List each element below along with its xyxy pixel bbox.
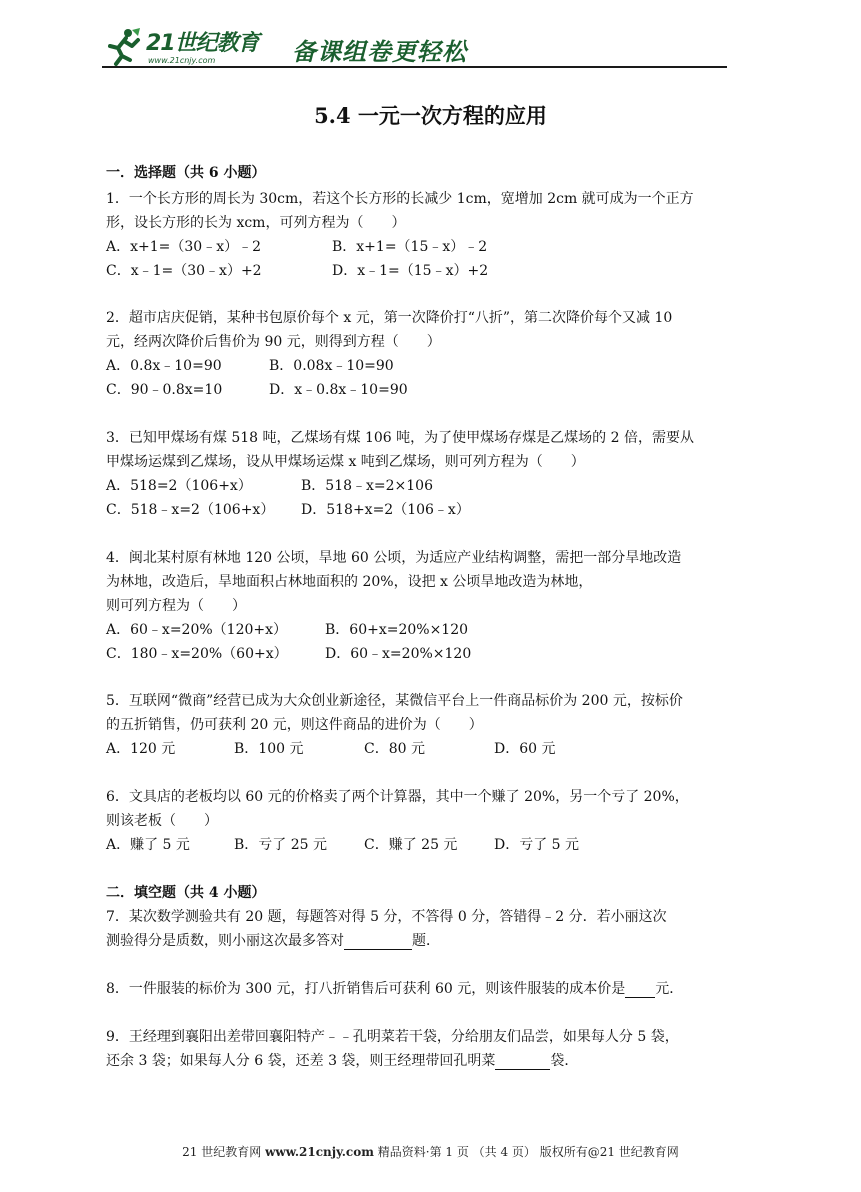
question-8-answer-blank[interactable] bbox=[625, 983, 655, 998]
section-heading-choice: 一．选择题（共 6 小题） bbox=[106, 165, 266, 181]
question-9-answer-blank[interactable] bbox=[495, 1055, 550, 1070]
question-8-line bbox=[106, 978, 683, 998]
question-3-line-2: 甲煤场运煤到乙煤场，设从甲煤场运煤 x 吨到乙煤场，则可列方程为（ ） bbox=[106, 454, 585, 470]
page-header bbox=[100, 22, 730, 72]
question-2-option-d: D．x﹣0.8x﹣10=90 bbox=[269, 382, 408, 398]
question-6-option-c: C．赚了 25 元 bbox=[364, 837, 458, 853]
question-3-option-b: B．518﹣x=2×106 bbox=[301, 478, 433, 494]
logo-url: www.21cnjy.com bbox=[148, 56, 216, 65]
question-9-line-2 bbox=[106, 1050, 578, 1070]
question-6-option-d: D．亏了 5 元 bbox=[494, 837, 580, 853]
question-3-option-c: C．518﹣x=2（106+x） bbox=[106, 502, 275, 518]
question-4-line-1: 4．闽北某村原有林地 120 公顷，旱地 60 公顷，为适应产业结构调整，需把一部分旱地改造 bbox=[106, 550, 682, 566]
question-9-suffix: 袋． bbox=[550, 1053, 579, 1069]
question-2-line-1: 2．超市店庆促销，某种书包原价每个 x 元，第一次降价打“八折”，第二次降价每个又减 10 bbox=[106, 310, 673, 326]
question-6-line-1: 6．文具店的老板均以 60 元的价格卖了两个计算器，其中一个赚了 20%，另一个亏了 20%， bbox=[106, 789, 689, 805]
footer-suffix: 精品资料·第 1 页 （共 4 页） 版权所有@21 世纪教育网 bbox=[377, 1145, 679, 1159]
question-8-text: 8．一件服装的标价为 300 元，打八折销售后可获利 60 元，则该件服装的成本价是 bbox=[106, 981, 626, 997]
page-footer bbox=[0, 1143, 861, 1160]
question-9-text: 还余 3 袋；如果每人分 6 袋，还差 3 袋，则王经理带回孔明菜 bbox=[106, 1053, 496, 1069]
question-4-option-c: C．180﹣x=20%（60+x） bbox=[106, 646, 288, 662]
question-1-option-b: B．x+1=（15﹣x）﹣2 bbox=[332, 239, 488, 255]
question-1-line-1: 1．一个长方形的周长为 30cm，若这个长方形的长减少 1cm，宽增加 2cm 就可成为一个正方 bbox=[106, 191, 694, 207]
question-5-line-2: 的五折销售，仍可获利 20 元，则这件商品的进价为（ ） bbox=[106, 717, 483, 733]
question-6-option-b: B．亏了 25 元 bbox=[234, 837, 328, 853]
section-heading-fill: 二．填空题（共 4 小题） bbox=[106, 885, 266, 901]
question-2-option-c: C．90﹣0.8x=10 bbox=[106, 382, 223, 398]
header-divider bbox=[102, 66, 727, 68]
question-7-answer-blank[interactable] bbox=[344, 935, 412, 950]
question-9-line-1: 9．王经理到襄阳出差带回襄阳特产﹣﹣孔明菜若干袋，分给朋友们品尝，如果每人分 5 袋， bbox=[106, 1029, 679, 1045]
question-4-option-b: B．60+x=20%×120 bbox=[325, 622, 469, 638]
question-3-line-1: 3．已知甲煤场有煤 518 吨，乙煤场有煤 106 吨，为了使甲煤场存煤是乙煤场的 2 倍，需要从 bbox=[106, 430, 694, 446]
question-5-option-c: C．80 元 bbox=[364, 741, 425, 757]
question-4-option-a: A．60﹣x=20%（120+x） bbox=[106, 622, 288, 638]
question-4-line-2: 为林地，改造后，旱地面积占林地面积的 20%，设把 x 公顷旱地改造为林地， bbox=[106, 574, 593, 590]
question-4-option-d: D．60﹣x=20%×120 bbox=[325, 646, 472, 662]
question-5-line-1: 5．互联网“微商”经营已成为大众创业新途径，某微信平台上一件商品标价为 200 元，按标价 bbox=[106, 693, 683, 709]
question-6-option-a: A．赚了 5 元 bbox=[106, 837, 190, 853]
question-7-suffix: 题． bbox=[412, 933, 440, 949]
runner-logo-icon bbox=[102, 26, 142, 66]
logo-text: 21世纪教育 bbox=[146, 31, 259, 56]
question-1-line-2: 形，设长方形的长为 xcm，可列方程为（ ） bbox=[106, 215, 406, 231]
question-7-line-2 bbox=[106, 930, 440, 950]
question-7-text: 测验得分是质数，则小丽这次最多答对 bbox=[106, 933, 344, 949]
question-6-line-2: 则该老板（ ） bbox=[106, 813, 218, 829]
question-5-option-b: B．100 元 bbox=[234, 741, 304, 757]
question-5-option-a: A．120 元 bbox=[106, 741, 176, 757]
question-8-suffix: 元． bbox=[655, 981, 684, 997]
footer-site-link[interactable]: www.21cnjy.com bbox=[265, 1145, 374, 1159]
footer-prefix: 21 世纪教育网 bbox=[182, 1145, 262, 1159]
question-1-option-c: C．x﹣1=（30﹣x）+2 bbox=[106, 263, 262, 279]
question-2-line-2: 元，经两次降价后售价为 90 元，则得到方程（ ） bbox=[106, 334, 441, 350]
question-3-option-a: A．518=2（106+x） bbox=[106, 478, 252, 494]
page-title: 5.4 一元一次方程的应用 bbox=[314, 103, 547, 128]
header-slogan: 备课组卷更轻松 bbox=[292, 38, 467, 66]
question-2-option-a: A．0.8x﹣10=90 bbox=[106, 358, 222, 374]
question-7-line-1: 7．某次数学测验共有 20 题，每题答对得 5 分，不答得 0 分，答错得﹣2 分．若小丽这次 bbox=[106, 909, 667, 925]
question-5-option-d: D．60 元 bbox=[494, 741, 556, 757]
question-4-line-3: 则可列方程为（ ） bbox=[106, 598, 246, 614]
question-3-option-d: D．518+x=2（106﹣x） bbox=[301, 502, 470, 518]
question-2-option-b: B．0.08x﹣10=90 bbox=[269, 358, 394, 374]
question-1-option-d: D．x﹣1=（15﹣x）+2 bbox=[332, 263, 489, 279]
question-1-option-a: A．x+1=（30﹣x）﹣2 bbox=[106, 239, 261, 255]
